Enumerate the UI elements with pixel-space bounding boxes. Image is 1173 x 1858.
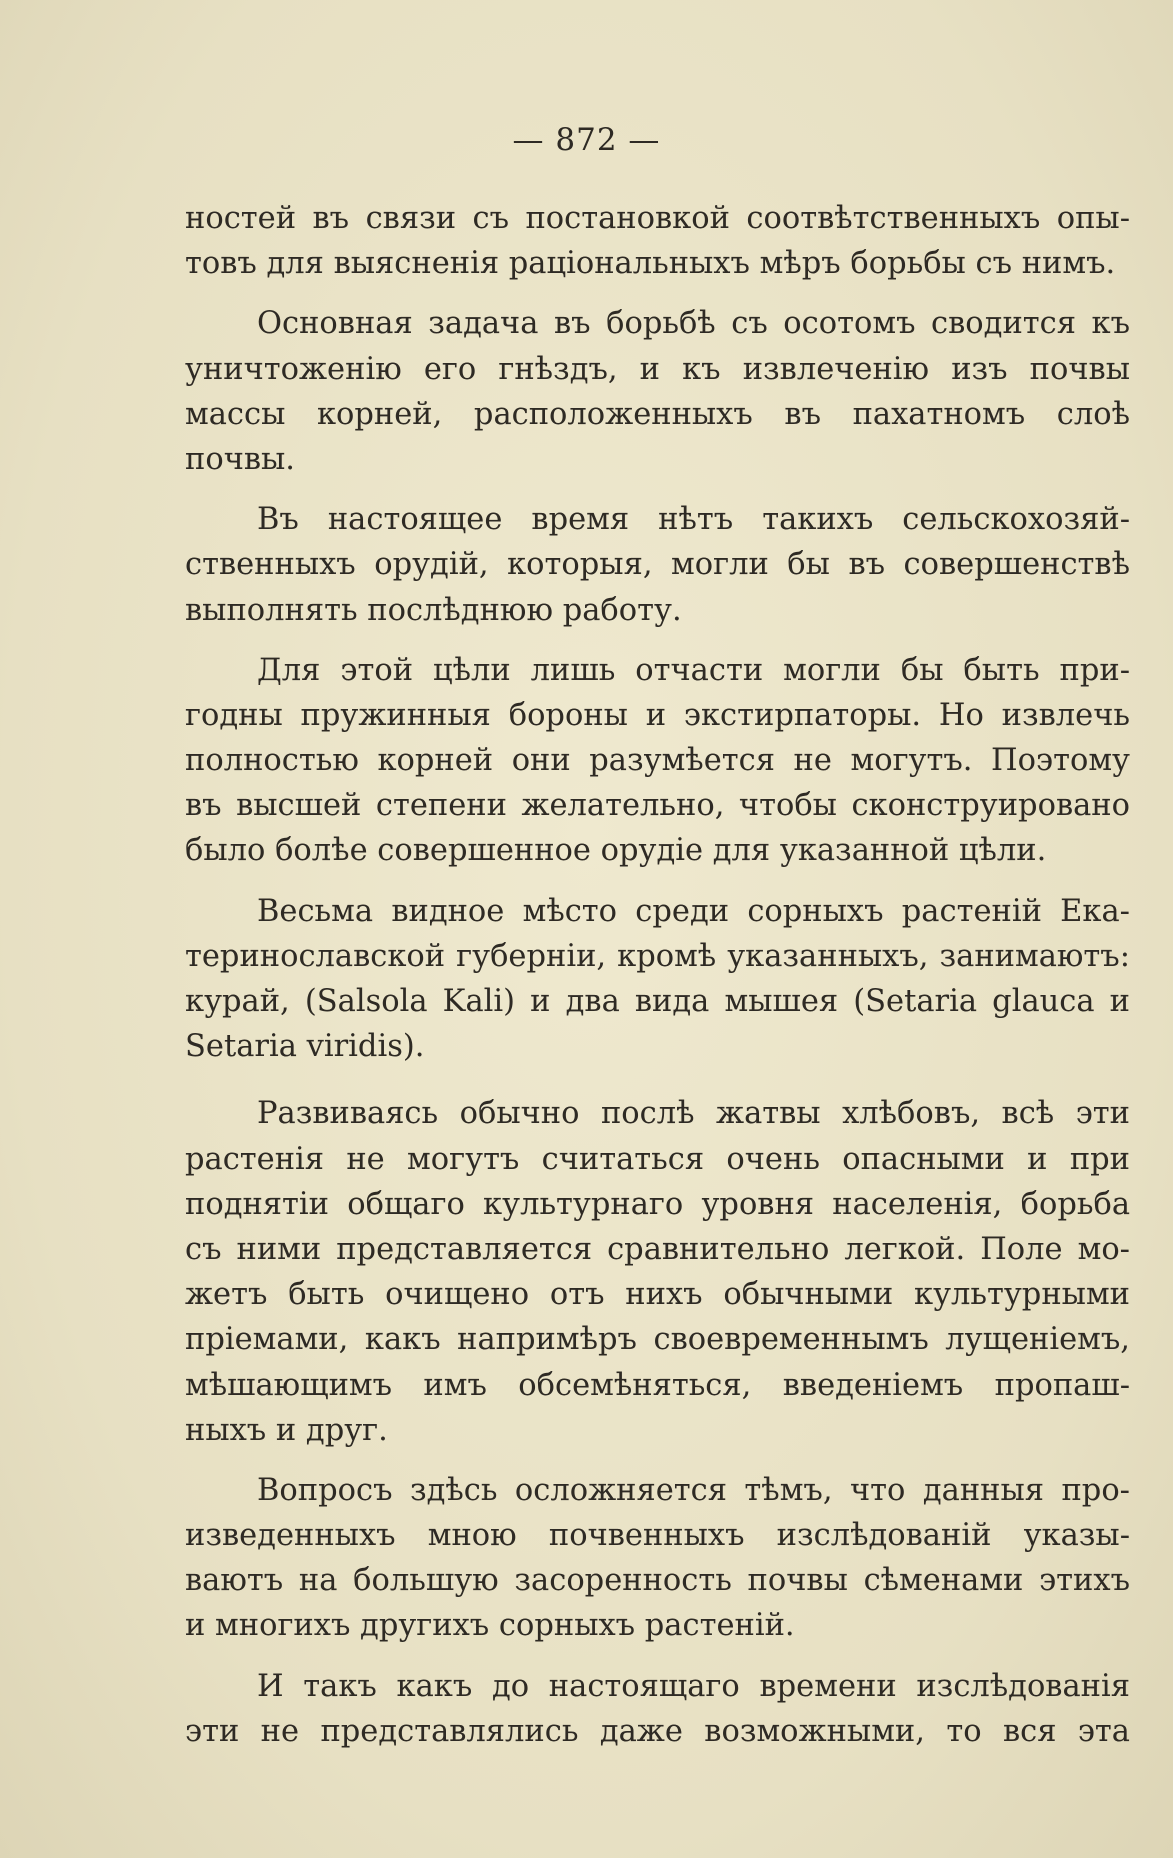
paragraph-gap: [185, 1649, 1130, 1664]
paragraph-gap: [185, 286, 1130, 301]
text-line: мѣшающимъ имъ обсемѣняться, введеніемъ пропаш-: [185, 1367, 1130, 1403]
paragraph-gap: [185, 633, 1130, 648]
text-line: ственныхъ орудій, которыя, могли бы въ совершенствѣ: [185, 547, 1130, 583]
page-number: — 872 —: [512, 122, 661, 158]
text-line: теринославской губерніи, кромѣ указанныхъ, занимаютъ:: [185, 938, 1130, 974]
text-line: было болѣе совершенное орудіе для указанной цѣли.: [185, 833, 1047, 869]
paragraph-gap: [185, 482, 1130, 497]
paragraph: [185, 1664, 1130, 1754]
paragraph: [185, 301, 1130, 482]
paragraph: [185, 1091, 1130, 1453]
text-line: Развиваясь обычно послѣ жатвы хлѣбовъ, всѣ эти: [257, 1096, 1130, 1132]
text-line: въ высшей степени желательно, чтобы сконструировано: [185, 788, 1130, 824]
text-line: ваютъ на большую засоренность почвы сѣменами этихъ: [185, 1563, 1130, 1599]
text-line: почвы.: [185, 441, 295, 477]
text-line: Для этой цѣли лишь отчасти могли бы быть при-: [257, 652, 1130, 688]
paragraph-gap: [185, 1069, 1130, 1091]
text-line: и многихъ другихъ сорныхъ растеній.: [185, 1608, 795, 1644]
paragraph: [185, 889, 1130, 1070]
text-line: Основная задача въ борьбѣ съ осотомъ сводится къ: [257, 306, 1130, 342]
text-line: ностей въ связи съ постановкой соотвѣтственныхъ опы-: [185, 201, 1130, 236]
text-line: поднятіи общаго культурнаго уровня населенія, борьба: [185, 1186, 1130, 1222]
text-line: жетъ быть очищено отъ нихъ обычными культурными: [185, 1277, 1130, 1313]
text-line: растенія не могутъ считаться очень опасными и при: [185, 1141, 1130, 1177]
paragraph: [185, 648, 1130, 874]
text-line: И такъ какъ до настоящаго времени изслѣдованія: [257, 1668, 1130, 1704]
text-line: Весьма видное мѣсто среди сорныхъ растеній Ека-: [257, 893, 1130, 929]
text-line: массы корней, расположенныхъ въ пахатномъ слоѣ: [185, 396, 1130, 432]
text-line: Въ настоящее время нѣтъ такихъ сельскохозяй-: [257, 502, 1130, 538]
text-line: годны пружинныя бороны и экстирпаторы. Но извлечь: [185, 697, 1130, 733]
text-line: съ ними представляется сравнительно легкой. Поле мо-: [185, 1231, 1130, 1267]
text-line: товъ для выясненія раціональныхъ мѣръ борьбы съ нимъ.: [185, 246, 1116, 282]
paragraph-gap: [185, 874, 1130, 889]
paragraph-gap: [185, 1453, 1130, 1468]
text-line: уничтоженію его гнѣздъ, и къ извлеченію изъ почвы: [185, 351, 1130, 387]
text-line: выполнять послѣднюю работу.: [185, 592, 682, 628]
text-line: полностью корней они разумѣется не могутъ. Поэтому: [185, 743, 1130, 779]
body-text: [185, 196, 1130, 1754]
text-line: эти не представлялись даже возможными, то вся эта: [185, 1713, 1130, 1749]
text-line: изведенныхъ мною почвенныхъ изслѣдованій указы-: [185, 1518, 1130, 1554]
text-line: ныхъ и друг.: [185, 1412, 388, 1448]
text-line: Setaria viridis).: [185, 1029, 425, 1065]
paragraph: [185, 1468, 1130, 1649]
paragraph: [185, 196, 1130, 286]
text-line: курай, (Salsola Kali) и два вида мышея (Setaria glauca и: [185, 984, 1130, 1019]
paragraph: [185, 497, 1130, 633]
text-line: пріемами, какъ напримѣръ своевременнымъ лущеніемъ,: [185, 1322, 1130, 1358]
text-line: Вопросъ здѣсь осложняется тѣмъ, что данныя про-: [257, 1472, 1130, 1508]
